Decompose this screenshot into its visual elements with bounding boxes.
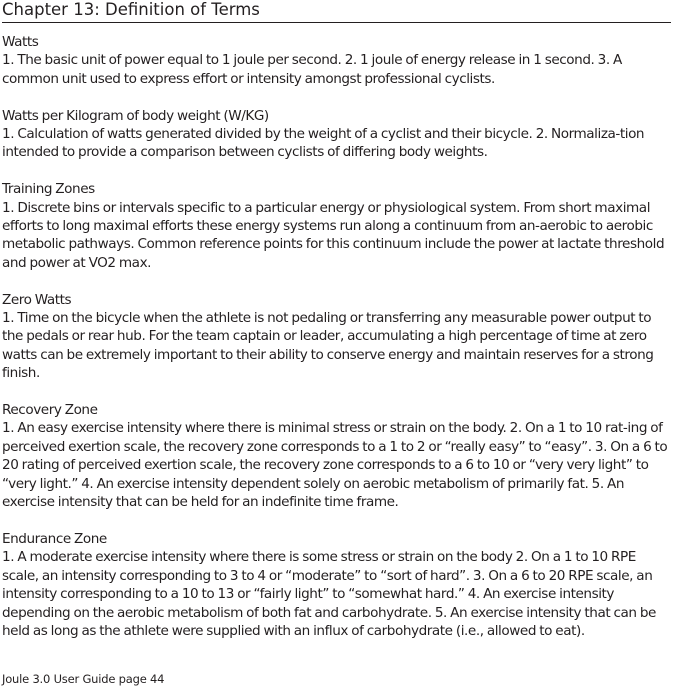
term-definition: 1. The basic unit of power equal to 1 joule per second. 2. 1 joule of energy release in 1 second. 3. A common unit used to express effort or intensity amongst professional cyclists. <box>2 52 622 87</box>
term-definition: 1. A moderate exercise intensity where there is some stress or strain on the body 2. On a 1 to 10 RPE scale, an intensity corresponding to 3 to 4 or “moderate” to “sort of hard”. 3. On a 6 to 20 RPE scale, an intensity corresponding to a 10 to 13 or “fairly light” to “somewhat hard.” 4. An exercise intensity depending on the aerobic metabolism of both fat and carbohydrate. 5. An exercise intensity that can be held as long as the athlete were supplied with an influx of carbohydrate (i.e., allowed to eat). <box>2 549 656 639</box>
term-entry <box>2 530 673 640</box>
term-name: Recovery Zone <box>2 402 98 419</box>
document-page <box>2 0 673 659</box>
term-definition: 1. Time on the bicycle when the athlete is not pedaling or transferring any measurable power output to the pedals or rear hub. For the team captain or leader, accumulating a high percentage of time at zero watts can be extremely important to their ability to conserve energy and maintain reserves for a strong finish. <box>2 310 654 382</box>
term-entry <box>2 107 673 162</box>
term-definition: 1. Discrete bins or intervals specific to a particular energy or physiological system. From short maximal efforts to long maximal efforts these energy systems run along a continuum from an-aerobic to aerobic metabolic pathways. Common reference points for this continuum include the power at lactate threshold and power at VO2 max. <box>2 199 665 271</box>
terms-list <box>2 33 673 640</box>
term-name: Watts <box>2 34 39 50</box>
term-entry <box>2 33 673 88</box>
term-name: Zero Watts <box>2 291 72 308</box>
term-definition: 1. An easy exercise intensity where there is minimal stress or strain on the body. 2. On a 1 to 10 rat-ing of perceived exertion scale, the recovery zone corresponds to a 1 to 2 or “really easy” to “easy”. 3. On a 6 to 20 rating of perceived exertion scale, the recovery zone corresponds to a 6 to 10 or “very very light” to “very light.” 4. An exercise intensity dependent solely on aerobic metabolism of primarily fat. 5. An exercise intensity that can be held for an indefinite time frame. <box>2 420 668 511</box>
chapter-title: Chapter 13: Definition of Terms <box>2 0 260 19</box>
term-name: Endurance Zone <box>2 530 107 547</box>
title-divider <box>2 22 671 23</box>
term-definition: 1. Calculation of watts generated divided by the weight of a cyclist and their bicycle. 2. Normaliza-tion intended to provide a comparison between cyclists of differing body weights. <box>2 126 645 161</box>
term-name: Watts per Kilogram of body weight (W/KG) <box>2 107 269 124</box>
term-entry <box>2 180 673 272</box>
term-entry <box>2 401 673 511</box>
term-entry <box>2 291 673 383</box>
page-footer: Joule 3.0 User Guide page 44 <box>2 672 165 686</box>
term-name: Training Zones <box>2 181 95 198</box>
